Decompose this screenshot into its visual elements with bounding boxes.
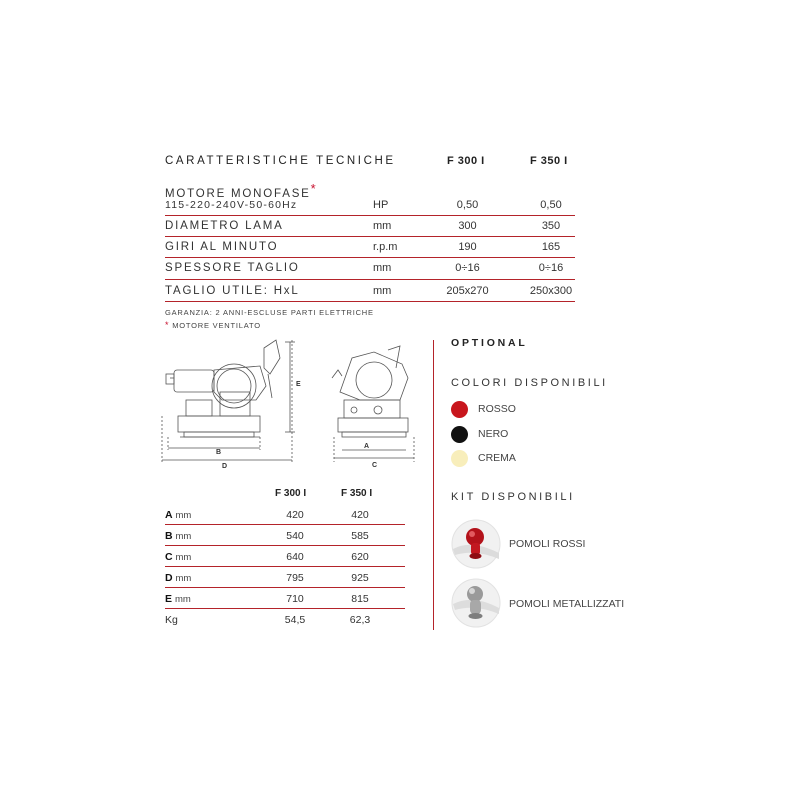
kit-option-metal-knobs	[451, 578, 625, 628]
dims-value-2: 585	[351, 530, 369, 542]
spec-value-2: 165	[541, 241, 561, 253]
spec-table-header	[165, 155, 585, 171]
spec-label: TAGLIO UTILE: HxL	[165, 285, 300, 297]
dim-label-c: C	[372, 462, 378, 469]
spec-model-1: F 300 I	[447, 155, 485, 167]
spec-model-2: F 350 I	[530, 155, 568, 167]
spec-value-1: 0,50	[456, 199, 479, 211]
dims-value-1: 420	[286, 509, 304, 521]
column-divider	[433, 340, 434, 630]
color-label: CREMA	[478, 452, 516, 464]
spec-row-blade	[165, 216, 575, 237]
dims-letter: E	[165, 593, 173, 605]
asterisk-mark: *	[165, 320, 170, 330]
dims-row-weight	[165, 609, 405, 630]
dims-value-2: 62,3	[349, 614, 371, 626]
color-label: NERO	[478, 428, 509, 440]
spec-row-motor	[165, 183, 575, 216]
spec-value-2: 350	[541, 220, 561, 232]
warranty-note: GARANZIA: 2 ANNI-ESCLUSE PARTI ELETTRICHE	[165, 308, 374, 317]
dims-unit: mm	[175, 531, 192, 542]
dims-model-1: F 300 I	[275, 488, 307, 499]
colors-title: COLORI DISPONIBILI	[451, 377, 608, 389]
color-swatch	[451, 426, 468, 443]
kits-title: KIT DISPONIBILI	[451, 491, 575, 503]
dims-row-c	[165, 546, 405, 567]
spec-table-title: CARATTERISTICHE TECNICHE	[165, 155, 396, 167]
spec-value-1: 190	[458, 241, 477, 253]
motor-note	[165, 320, 261, 330]
dims-value-1: 795	[286, 572, 304, 584]
spec-row-rpm	[165, 237, 575, 258]
dims-letter: C	[165, 551, 173, 563]
asterisk-mark: *	[310, 181, 318, 196]
spec-label: DIAMETRO LAMA	[165, 220, 284, 232]
dims-letter: A	[165, 509, 173, 521]
spec-label: GIRI AL MINUTO	[165, 241, 279, 253]
dims-value-2: 815	[351, 593, 369, 605]
dims-row-d	[165, 567, 405, 588]
dim-label-e: E	[296, 381, 301, 388]
spec-value-2: 0,50	[540, 199, 562, 211]
optional-title: OPTIONAL	[451, 337, 528, 349]
spec-label: SPESSORE TAGLIO	[165, 262, 300, 274]
color-label: ROSSO	[478, 403, 516, 415]
spec-unit: r.p.m	[373, 241, 398, 253]
dims-value-2: 620	[351, 551, 369, 563]
dims-value-2: 925	[351, 572, 369, 584]
spec-value-1: 0÷16	[455, 262, 480, 274]
dims-value-2: 420	[351, 509, 369, 521]
kit-label: POMOLI ROSSI	[509, 538, 586, 550]
kit-option-red-knobs	[451, 519, 586, 569]
dims-model-2: F 350 I	[341, 488, 373, 499]
dims-unit: mm	[175, 552, 192, 563]
dims-unit: mm	[175, 510, 192, 521]
dims-value-1: 540	[286, 530, 304, 542]
color-swatch	[451, 450, 468, 467]
dims-row-b	[165, 525, 405, 546]
spec-unit: HP	[373, 199, 389, 211]
dims-value-1: 710	[286, 593, 304, 605]
dims-row-a	[165, 504, 405, 525]
dim-label-b: B	[216, 449, 222, 456]
motor-note-text: MOTORE VENTILATO	[172, 321, 261, 330]
slicer-side-drawing	[160, 338, 305, 473]
dims-letter: D	[165, 572, 173, 584]
dims-unit: mm	[174, 594, 191, 605]
kit-label: POMOLI METALLIZZATI	[509, 598, 625, 610]
spec-value-2: 250x300	[529, 285, 573, 297]
spec-value-1: 300	[458, 220, 477, 232]
dims-unit: Kg	[165, 614, 178, 626]
dims-unit: mm	[175, 573, 192, 584]
spec-unit: mm	[373, 220, 392, 232]
red-knob-icon	[451, 519, 501, 569]
dim-label-a: A	[364, 443, 370, 450]
spec-row-cut	[165, 280, 575, 302]
spec-value-2: 0÷16	[538, 262, 564, 274]
spec-value-1: 205x270	[446, 285, 489, 297]
dims-value-1: 640	[286, 551, 304, 563]
metal-knob-icon	[451, 578, 501, 628]
spec-unit: mm	[373, 285, 392, 297]
color-swatch	[451, 401, 468, 418]
dims-value-1: 54,5	[284, 614, 306, 626]
dims-row-e	[165, 588, 405, 609]
slicer-front-drawing	[330, 338, 425, 473]
spec-unit: mm	[373, 262, 392, 274]
dims-table-header	[165, 488, 405, 502]
spec-sublabel: 115-220-240V-50-60Hz	[165, 199, 298, 211]
dims-letter: B	[165, 530, 173, 542]
spec-row-thickness	[165, 258, 575, 280]
dim-label-d: D	[222, 463, 228, 470]
spec-label: MOTORE MONOFASE	[165, 188, 311, 200]
